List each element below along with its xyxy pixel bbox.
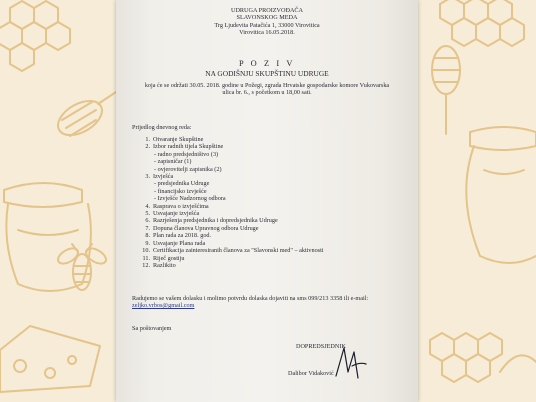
agenda-item-number: 9. [145, 239, 150, 247]
org-name-line1: UDRUGA PROIZVOĐAČA [230, 7, 304, 14]
document-date: Virovitica 16.05.2018. [239, 29, 295, 37]
agenda-item [140, 225, 324, 232]
agenda-item-text: Rasprava o izvješćima [153, 202, 209, 210]
honeycomb-icon [0, 1, 70, 71]
document-title [116, 59, 418, 78]
honey-jar-icon-right [466, 127, 536, 263]
agenda-item-number: 12. [142, 261, 150, 269]
agenda-list [140, 136, 324, 269]
org-name-line2: SLAVONSKOG MEDA [236, 14, 298, 22]
agenda-item-text: Izbor radnih tijela Skupštine [153, 143, 224, 151]
agenda-item [140, 262, 324, 269]
agenda-item-text: Otvaranje Skupštine [153, 136, 204, 143]
honey-dipper-icon [52, 92, 116, 142]
invitation-document [116, 0, 418, 402]
agenda-item-text: Razrješenja predsjednika i dopredsjednika Udruge [153, 217, 278, 225]
agenda-item [140, 136, 324, 143]
agenda-item-number: 7. [145, 224, 150, 232]
agenda-subitem: - zapisničar (1) [154, 158, 192, 166]
intro-line1: koja će se održati 30.05. 2018. godine u Požegi, zgrada Hrvatske gospodarske komore Vukovarska [144, 82, 390, 89]
agenda-item-text: Riječ gostiju [153, 254, 185, 262]
agenda-item [140, 247, 324, 254]
agenda-item [140, 232, 324, 239]
contact-paragraph [132, 295, 368, 310]
intro-line2: ulica br. 6., s početkom u 18,00 sati. [222, 89, 312, 97]
honeycomb-piece-icon [0, 326, 100, 392]
handwritten-signature [330, 342, 370, 382]
agenda-item [140, 143, 324, 150]
agenda-item-number: 11. [142, 254, 150, 262]
agenda-item [140, 217, 324, 224]
intro-paragraph [116, 82, 418, 97]
org-address: Trg Ljudevita Patačića 1, 33000 Virovitica [214, 21, 320, 29]
agenda-item-number: 2. [145, 143, 150, 151]
agenda-item-text: Izvješća [153, 173, 174, 181]
agenda-item-text: Dopuna članova Upravnog odbora Udruge [153, 224, 259, 232]
agenda-item-number: 8. [145, 232, 150, 240]
agenda-item [140, 255, 324, 262]
title-poziv: P O Z I V [239, 59, 295, 68]
agenda-item-text: Usvajanje izvješća [153, 210, 200, 218]
document-header [116, 7, 418, 37]
agenda-subitem: - predsjednika Udruge [154, 180, 210, 188]
agenda-item [140, 173, 324, 180]
agenda-item-text: Usvajanje Plana rada [153, 239, 206, 247]
agenda-subitem: - radno predsjedništvo (3) [154, 150, 219, 158]
honeycomb-icon-right [440, 0, 524, 46]
agenda-item-number: 3. [145, 173, 150, 181]
signer-name: Dalibor Vidaković [288, 370, 334, 377]
agenda-item-number: 4. [145, 202, 150, 210]
agenda-item [140, 203, 324, 210]
honeycomb-icon-bottom-right [430, 333, 536, 382]
signer-role: DOPREDSJEDNIK [296, 343, 346, 350]
honey-dipper-icon-right [432, 46, 460, 134]
contact-email-link[interactable]: zeljko.vrbos@gmail.com [132, 302, 195, 310]
contact-line: Radujemo se vašem dolasku i molimo potvrdu dolaska dojaviti na sms 099/213 3358 ili e-mail: [132, 295, 369, 302]
agenda-item-number: 10. [142, 247, 150, 255]
agenda-item-text: Certifikacija zainteresiranih članova za "Slavonski med" – aktivnosti [153, 247, 324, 255]
agenda-item-text: Razlikito [153, 261, 176, 269]
agenda-subitem: - financijsko izvješće [154, 187, 207, 195]
agenda-item [140, 240, 324, 247]
closing-greeting: Sa poštovanjem [132, 325, 172, 332]
agenda-subitem: - Izvješće Nadzornog odbora [154, 195, 226, 203]
agenda-item-number: 1. [145, 136, 150, 143]
agenda-label: Prijedlog dnevnog reda: [132, 124, 192, 131]
title-subtitle: NA GODIŠNJU SKUPŠTINU UDRUGE [205, 69, 329, 78]
agenda-item-text: Plan rada za 2018. god. [153, 232, 212, 240]
agenda-item-number: 5. [145, 210, 150, 218]
agenda-subitem: - ovjerovitelji zapisnika (2) [154, 165, 222, 173]
agenda-item-number: 6. [145, 217, 150, 225]
agenda-item [140, 210, 324, 217]
